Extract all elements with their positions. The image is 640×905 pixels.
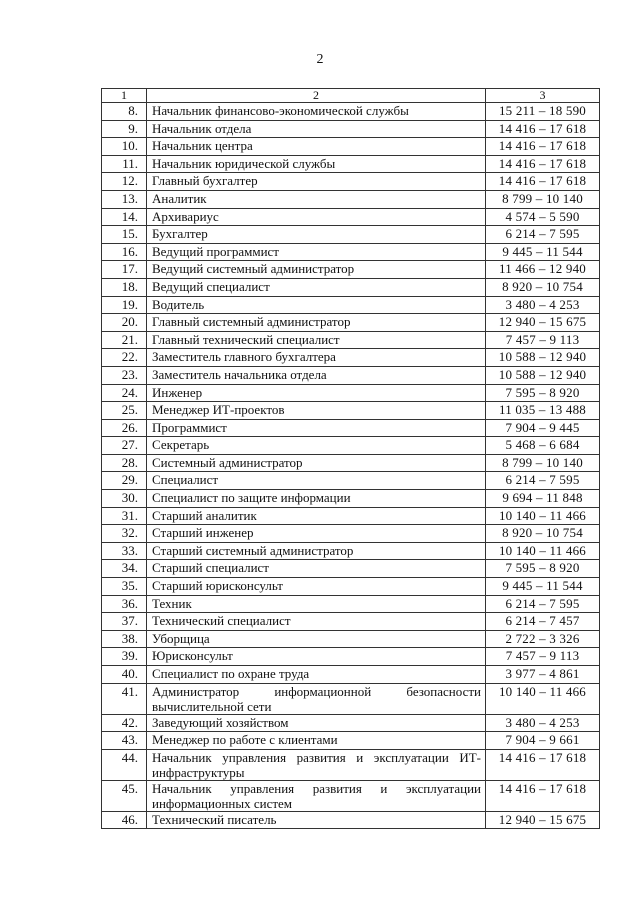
position-title: Старший системный администратор [147, 542, 486, 560]
row-number: 16. [102, 243, 147, 261]
salary-range: 14 416 – 17 618 [486, 780, 600, 811]
salary-range: 7 457 – 9 113 [486, 331, 600, 349]
salary-range: 12 940 – 15 675 [486, 811, 600, 829]
row-number: 26. [102, 419, 147, 437]
row-number: 27. [102, 437, 147, 455]
row-number: 42. [102, 714, 147, 732]
position-title: Ведущий программист [147, 243, 486, 261]
table-row [102, 542, 600, 560]
table-row [102, 155, 600, 173]
position-title: Администратор информационной безопасности вычислительной сети [147, 683, 486, 714]
row-number: 10. [102, 138, 147, 156]
row-number: 19. [102, 296, 147, 314]
column-header-position: 2 [147, 89, 486, 103]
table-row [102, 732, 600, 750]
salary-range: 8 920 – 10 754 [486, 278, 600, 296]
position-title: Технический специалист [147, 613, 486, 631]
position-title: Старший юрисконсульт [147, 578, 486, 596]
salary-range: 2 722 – 3 326 [486, 630, 600, 648]
salary-range: 11 466 – 12 940 [486, 261, 600, 279]
row-number: 31. [102, 507, 147, 525]
table-row [102, 811, 600, 829]
row-number: 29. [102, 472, 147, 490]
salary-range: 10 140 – 11 466 [486, 683, 600, 714]
position-title: Бухгалтер [147, 226, 486, 244]
position-title: Начальник центра [147, 138, 486, 156]
row-number: 34. [102, 560, 147, 578]
salary-range: 5 468 – 6 684 [486, 437, 600, 455]
table-row [102, 437, 600, 455]
table-row [102, 525, 600, 543]
position-title: Начальник юридической службы [147, 155, 486, 173]
row-number: 35. [102, 578, 147, 596]
salary-range: 7 595 – 8 920 [486, 384, 600, 402]
table-row [102, 366, 600, 384]
salary-range: 3 480 – 4 253 [486, 296, 600, 314]
salary-range: 6 214 – 7 595 [486, 472, 600, 490]
table-row [102, 208, 600, 226]
position-title: Начальник управления развития и эксплуатации ИТ-инфраструктуры [147, 749, 486, 780]
row-number: 30. [102, 490, 147, 508]
position-title: Специалист [147, 472, 486, 490]
salary-range: 10 588 – 12 940 [486, 349, 600, 367]
position-title: Менеджер по работе с клиентами [147, 732, 486, 750]
table-row [102, 243, 600, 261]
salary-range: 14 416 – 17 618 [486, 173, 600, 191]
position-title: Начальник управления развития и эксплуатации информационных систем [147, 780, 486, 811]
salary-range: 14 416 – 17 618 [486, 120, 600, 138]
table-row [102, 454, 600, 472]
position-title: Специалист по охране труда [147, 666, 486, 684]
table-row [102, 402, 600, 420]
row-number: 36. [102, 595, 147, 613]
table-row [102, 630, 600, 648]
row-number: 39. [102, 648, 147, 666]
row-number: 9. [102, 120, 147, 138]
salary-range: 8 920 – 10 754 [486, 525, 600, 543]
table-row [102, 560, 600, 578]
salary-range: 12 940 – 15 675 [486, 314, 600, 332]
position-title: Старший специалист [147, 560, 486, 578]
row-number: 17. [102, 261, 147, 279]
row-number: 15. [102, 226, 147, 244]
table-row [102, 173, 600, 191]
row-number: 20. [102, 314, 147, 332]
table-row [102, 595, 600, 613]
salary-range: 8 799 – 10 140 [486, 190, 600, 208]
table-row [102, 278, 600, 296]
position-title: Главный бухгалтер [147, 173, 486, 191]
position-title: Уборщица [147, 630, 486, 648]
salary-range: 7 904 – 9 661 [486, 732, 600, 750]
position-title: Ведущий системный администратор [147, 261, 486, 279]
salary-range: 9 445 – 11 544 [486, 243, 600, 261]
position-title: Главный технический специалист [147, 331, 486, 349]
salary-range: 6 214 – 7 595 [486, 595, 600, 613]
table-body [102, 103, 600, 829]
row-number: 32. [102, 525, 147, 543]
salary-range: 8 799 – 10 140 [486, 454, 600, 472]
row-number: 28. [102, 454, 147, 472]
table-row [102, 683, 600, 714]
row-number: 24. [102, 384, 147, 402]
table-row [102, 103, 600, 121]
salary-range: 14 416 – 17 618 [486, 138, 600, 156]
column-header-salary: 3 [486, 89, 600, 103]
salary-range: 6 214 – 7 595 [486, 226, 600, 244]
table-row [102, 472, 600, 490]
row-number: 13. [102, 190, 147, 208]
table-row [102, 296, 600, 314]
salary-range: 7 595 – 8 920 [486, 560, 600, 578]
salary-range: 15 211 – 18 590 [486, 103, 600, 121]
table-row [102, 578, 600, 596]
salary-range: 14 416 – 17 618 [486, 749, 600, 780]
salary-range: 10 140 – 11 466 [486, 507, 600, 525]
table-row [102, 666, 600, 684]
row-number: 44. [102, 749, 147, 780]
table-row [102, 749, 600, 780]
row-number: 25. [102, 402, 147, 420]
position-title: Секретарь [147, 437, 486, 455]
row-number: 8. [102, 103, 147, 121]
position-title: Старший аналитик [147, 507, 486, 525]
position-title: Старший инженер [147, 525, 486, 543]
salary-range: 3 480 – 4 253 [486, 714, 600, 732]
position-title: Заведующий хозяйством [147, 714, 486, 732]
salary-table [101, 88, 600, 829]
row-number: 11. [102, 155, 147, 173]
row-number: 38. [102, 630, 147, 648]
salary-range: 10 588 – 12 940 [486, 366, 600, 384]
position-title: Инженер [147, 384, 486, 402]
salary-range: 14 416 – 17 618 [486, 155, 600, 173]
salary-range: 7 904 – 9 445 [486, 419, 600, 437]
position-title: Главный системный администратор [147, 314, 486, 332]
position-title: Водитель [147, 296, 486, 314]
salary-range: 7 457 – 9 113 [486, 648, 600, 666]
position-title: Начальник отдела [147, 120, 486, 138]
table-row [102, 780, 600, 811]
position-title: Менеджер ИТ-проектов [147, 402, 486, 420]
position-title: Системный администратор [147, 454, 486, 472]
table-row [102, 331, 600, 349]
row-number: 37. [102, 613, 147, 631]
table-row [102, 384, 600, 402]
table-row [102, 490, 600, 508]
salary-range: 11 035 – 13 488 [486, 402, 600, 420]
row-number: 12. [102, 173, 147, 191]
row-number: 41. [102, 683, 147, 714]
row-number: 46. [102, 811, 147, 829]
row-number: 43. [102, 732, 147, 750]
table-row [102, 314, 600, 332]
position-title: Заместитель начальника отдела [147, 366, 486, 384]
position-title: Начальник финансово-экономической службы [147, 103, 486, 121]
position-title: Специалист по защите информации [147, 490, 486, 508]
salary-range: 9 445 – 11 544 [486, 578, 600, 596]
row-number: 21. [102, 331, 147, 349]
position-title: Ведущий специалист [147, 278, 486, 296]
row-number: 14. [102, 208, 147, 226]
table-row [102, 261, 600, 279]
row-number: 22. [102, 349, 147, 367]
position-title: Заместитель главного бухгалтера [147, 349, 486, 367]
position-title: Технический писатель [147, 811, 486, 829]
table-header-row [102, 89, 600, 103]
row-number: 45. [102, 780, 147, 811]
row-number: 23. [102, 366, 147, 384]
page-number: 2 [316, 52, 324, 67]
position-title: Техник [147, 595, 486, 613]
table-row [102, 138, 600, 156]
row-number: 40. [102, 666, 147, 684]
table-row [102, 120, 600, 138]
table-row [102, 226, 600, 244]
salary-range: 9 694 – 11 848 [486, 490, 600, 508]
salary-range: 10 140 – 11 466 [486, 542, 600, 560]
table-row [102, 419, 600, 437]
salary-range: 3 977 – 4 861 [486, 666, 600, 684]
row-number: 18. [102, 278, 147, 296]
position-title: Программист [147, 419, 486, 437]
table-row [102, 349, 600, 367]
table-row [102, 648, 600, 666]
table-row [102, 507, 600, 525]
column-header-number: 1 [102, 89, 147, 103]
position-title: Аналитик [147, 190, 486, 208]
table-row [102, 714, 600, 732]
table-row [102, 190, 600, 208]
position-title: Архивариус [147, 208, 486, 226]
salary-range: 6 214 – 7 457 [486, 613, 600, 631]
position-title: Юрисконсульт [147, 648, 486, 666]
row-number: 33. [102, 542, 147, 560]
table-row [102, 613, 600, 631]
salary-range: 4 574 – 5 590 [486, 208, 600, 226]
